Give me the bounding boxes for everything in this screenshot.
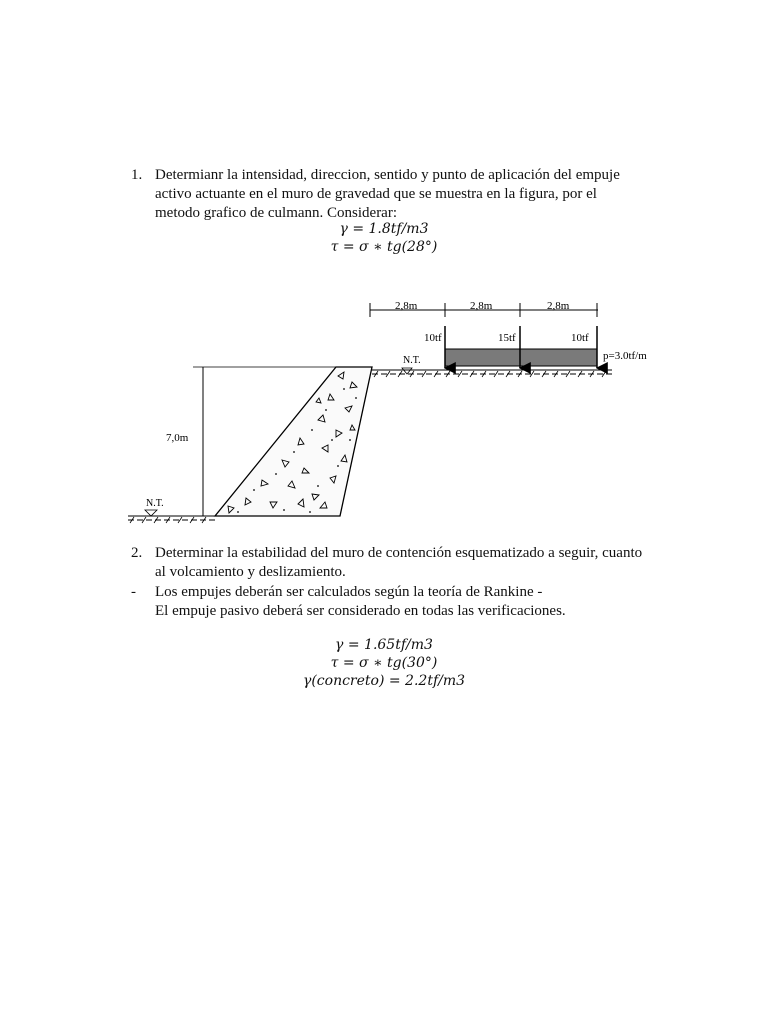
span-label: 2,8m bbox=[547, 300, 570, 312]
problem-2-line: Determinar la estabilidad del muro de contención esquematizado a seguir, cuanto bbox=[155, 545, 643, 561]
retaining-wall-figure bbox=[0, 290, 768, 530]
equation-shear-2: τ = σ ∗ tg(30°) bbox=[330, 655, 438, 671]
problem-1-line: activo actuante en el muro de gravedad que se muestra en la figura, por el bbox=[155, 186, 597, 202]
problem-1-line: metodo grafico de culmann. Considerar: bbox=[155, 205, 398, 221]
ground-label-bottom: N.T. bbox=[146, 498, 164, 509]
span-label: 2,8m bbox=[470, 300, 493, 312]
point-load-label: 10tf bbox=[571, 332, 589, 344]
problem-1-text bbox=[155, 166, 675, 223]
equation-concrete-weight: γ(concreto) = 2.2tf/m3 bbox=[302, 673, 466, 689]
equation-unit-weight-1: γ = 1.8tf/m3 bbox=[339, 221, 429, 237]
point-load-label: 10tf bbox=[424, 332, 442, 344]
equation-unit-weight-2: γ = 1.65tf/m3 bbox=[335, 637, 433, 653]
problem-2-notes-text bbox=[155, 583, 675, 621]
distributed-load-block bbox=[445, 349, 597, 366]
problem-2-number: 2. bbox=[131, 545, 143, 561]
wall-height-label: 7,0m bbox=[166, 432, 189, 444]
bullet-dash: - bbox=[131, 584, 136, 600]
note-line: El empuje pasivo deberá ser considerado en todas las verificaciones. bbox=[155, 603, 566, 619]
gravity-wall bbox=[215, 367, 372, 516]
distributed-load-label: p=3.0tf/m bbox=[603, 350, 647, 362]
ground-label-top: N.T. bbox=[403, 355, 421, 366]
problem-1-number: 1. bbox=[131, 167, 143, 183]
point-load-label: 15tf bbox=[498, 332, 516, 344]
note-line: Los empujes deberán ser calculados según la teoría de Rankine - bbox=[155, 584, 543, 600]
problem-1-line: Determianr la intensidad, direccion, sentido y punto de aplicación del empuje bbox=[155, 167, 620, 183]
problem-2-text bbox=[155, 544, 675, 582]
span-label: 2,8m bbox=[395, 300, 418, 312]
problem-2-line: al volcamiento y deslizamiento. bbox=[155, 564, 346, 580]
equation-shear-1: τ = σ ∗ tg(28°) bbox=[330, 239, 438, 255]
